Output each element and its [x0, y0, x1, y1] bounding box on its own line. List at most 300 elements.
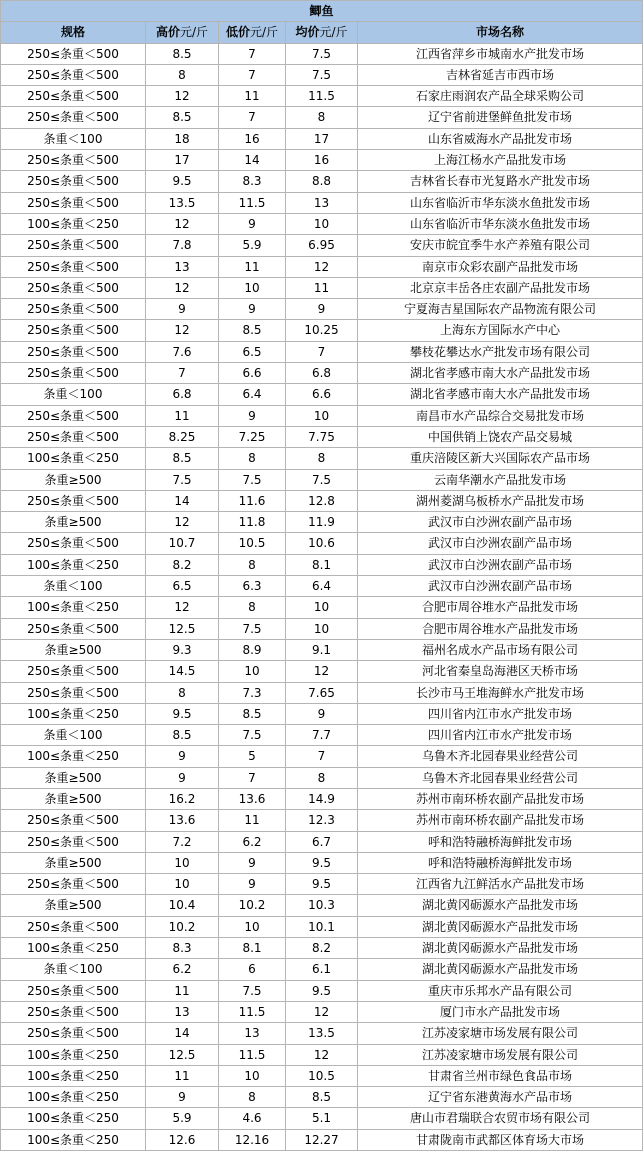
avg-price-cell: 7	[286, 341, 358, 362]
spec-cell: 250≤条重＜500	[1, 277, 146, 298]
spec-cell: 条重≥500	[1, 788, 146, 809]
high-price-cell: 17	[146, 150, 219, 171]
table-row	[1, 299, 643, 320]
header-market: 市场名称	[358, 22, 643, 43]
high-price-cell: 14	[146, 490, 219, 511]
table-row	[1, 320, 643, 341]
spec-cell: 250≤条重＜500	[1, 43, 146, 64]
market-name-cell: 吉林省延吉市西市场	[358, 64, 643, 85]
high-price-cell: 13	[146, 1001, 219, 1022]
avg-price-cell: 12	[286, 256, 358, 277]
avg-price-cell: 8	[286, 448, 358, 469]
table-row	[1, 490, 643, 511]
avg-price-cell: 9	[286, 299, 358, 320]
low-price-cell: 8.5	[219, 320, 286, 341]
market-name-cell: 合肥市周谷堆水产品批发市场	[358, 597, 643, 618]
high-price-cell: 8.5	[146, 725, 219, 746]
market-name-cell: 合肥市周谷堆水产品批发市场	[358, 618, 643, 639]
spec-cell: 100≤条重＜250	[1, 1129, 146, 1150]
avg-price-cell: 6.7	[286, 831, 358, 852]
low-price-cell: 12.16	[219, 1129, 286, 1150]
high-price-cell: 12.5	[146, 1044, 219, 1065]
market-name-cell: 江西省萍乡市城南水产批发市场	[358, 43, 643, 64]
spec-cell: 250≤条重＜500	[1, 916, 146, 937]
market-name-cell: 武汉市白沙洲农副产品市场	[358, 576, 643, 597]
high-price-cell: 7.8	[146, 235, 219, 256]
high-price-cell: 18	[146, 128, 219, 149]
high-price-cell: 9.3	[146, 639, 219, 660]
table-row	[1, 597, 643, 618]
high-price-cell: 14	[146, 1023, 219, 1044]
spec-cell: 250≤条重＜500	[1, 831, 146, 852]
market-name-cell: 北京京丰岳各庄农副产品批发市场	[358, 277, 643, 298]
table-row	[1, 43, 643, 64]
low-price-cell: 7	[219, 107, 286, 128]
spec-cell: 250≤条重＜500	[1, 874, 146, 895]
spec-cell: 250≤条重＜500	[1, 426, 146, 447]
low-price-cell: 6.2	[219, 831, 286, 852]
table-row	[1, 746, 643, 767]
spec-cell: 条重≥500	[1, 512, 146, 533]
spec-cell: 250≤条重＜500	[1, 320, 146, 341]
high-price-cell: 8	[146, 64, 219, 85]
avg-price-cell: 10.5	[286, 1065, 358, 1086]
market-name-cell: 湖北黄冈砺源水产品批发市场	[358, 916, 643, 937]
high-price-cell: 8	[146, 682, 219, 703]
high-price-cell: 11	[146, 1065, 219, 1086]
market-name-cell: 石家庄雨润农产品全球采购公司	[358, 86, 643, 107]
table-row	[1, 980, 643, 1001]
avg-price-cell: 7.7	[286, 725, 358, 746]
market-name-cell: 攀枝花攀达水产批发市场有限公司	[358, 341, 643, 362]
spec-cell: 250≤条重＜500	[1, 980, 146, 1001]
low-price-cell: 9	[219, 299, 286, 320]
market-name-cell: 湖北省孝感市南大水产品批发市场	[358, 384, 643, 405]
avg-price-cell: 12.8	[286, 490, 358, 511]
high-price-cell: 10.7	[146, 533, 219, 554]
table-row	[1, 512, 643, 533]
low-price-cell: 10	[219, 1065, 286, 1086]
spec-cell: 250≤条重＜500	[1, 107, 146, 128]
header-avg: 均价元/斤	[286, 22, 358, 43]
table-row	[1, 1129, 643, 1150]
market-name-cell: 江苏凌家塘市场发展有限公司	[358, 1044, 643, 1065]
avg-price-cell: 14.9	[286, 788, 358, 809]
high-price-cell: 12	[146, 277, 219, 298]
avg-price-cell: 9.5	[286, 874, 358, 895]
avg-price-cell: 5.1	[286, 1108, 358, 1129]
high-price-cell: 9	[146, 1087, 219, 1108]
avg-price-cell: 12	[286, 1001, 358, 1022]
avg-price-cell: 8.2	[286, 938, 358, 959]
market-name-cell: 重庆市乐邦水产品有限公司	[358, 980, 643, 1001]
spec-cell: 条重≥500	[1, 639, 146, 660]
table-row	[1, 639, 643, 660]
market-name-cell: 湖北省孝感市南大水产品批发市场	[358, 363, 643, 384]
market-name-cell: 武汉市白沙洲农副产品市场	[358, 533, 643, 554]
table-row	[1, 469, 643, 490]
market-name-cell: 苏州市南环桥农副产品批发市场	[358, 810, 643, 831]
avg-price-cell: 8	[286, 107, 358, 128]
spec-cell: 250≤条重＜500	[1, 661, 146, 682]
market-name-cell: 乌鲁木齐北园春果业经营公司	[358, 767, 643, 788]
low-price-cell: 10.5	[219, 533, 286, 554]
high-price-cell: 10.4	[146, 895, 219, 916]
market-name-cell: 呼和浩特融桥海鲜批发市场	[358, 831, 643, 852]
low-price-cell: 8	[219, 448, 286, 469]
low-price-cell: 7	[219, 767, 286, 788]
spec-cell: 条重＜100	[1, 959, 146, 980]
low-price-cell: 11	[219, 810, 286, 831]
low-price-cell: 8	[219, 1087, 286, 1108]
low-price-cell: 9	[219, 213, 286, 234]
table-row	[1, 1108, 643, 1129]
high-price-cell: 13	[146, 256, 219, 277]
low-price-cell: 7.5	[219, 618, 286, 639]
market-name-cell: 江西省九江鲜活水产品批发市场	[358, 874, 643, 895]
table-row	[1, 1001, 643, 1022]
table-row	[1, 1044, 643, 1065]
avg-price-cell: 9.5	[286, 852, 358, 873]
table-row	[1, 107, 643, 128]
market-name-cell: 厦门市水产品批发市场	[358, 1001, 643, 1022]
table-row	[1, 171, 643, 192]
table-row	[1, 235, 643, 256]
spec-cell: 100≤条重＜250	[1, 1044, 146, 1065]
high-price-cell: 8.5	[146, 43, 219, 64]
low-price-cell: 10	[219, 277, 286, 298]
high-price-cell: 7	[146, 363, 219, 384]
market-name-cell: 湖北黄冈砺源水产品批发市场	[358, 938, 643, 959]
high-price-cell: 12.6	[146, 1129, 219, 1150]
table-row	[1, 150, 643, 171]
spec-cell: 250≤条重＜500	[1, 363, 146, 384]
spec-cell: 250≤条重＜500	[1, 1023, 146, 1044]
table-row	[1, 938, 643, 959]
spec-cell: 条重＜100	[1, 128, 146, 149]
spec-cell: 250≤条重＜500	[1, 341, 146, 362]
low-price-cell: 7.3	[219, 682, 286, 703]
avg-price-cell: 8.1	[286, 554, 358, 575]
low-price-cell: 9	[219, 405, 286, 426]
avg-price-cell: 10	[286, 405, 358, 426]
low-price-cell: 10	[219, 916, 286, 937]
market-name-cell: 四川省内江市水产批发市场	[358, 703, 643, 724]
high-price-cell: 9.5	[146, 171, 219, 192]
low-price-cell: 11.5	[219, 1044, 286, 1065]
market-name-cell: 苏州市南环桥农副产品批发市场	[358, 788, 643, 809]
high-price-cell: 11	[146, 980, 219, 1001]
low-price-cell: 9	[219, 852, 286, 873]
market-name-cell: 乌鲁木齐北园春果业经营公司	[358, 746, 643, 767]
high-price-cell: 9	[146, 746, 219, 767]
table-row	[1, 874, 643, 895]
low-price-cell: 7.5	[219, 725, 286, 746]
low-price-cell: 8.9	[219, 639, 286, 660]
spec-cell: 条重＜100	[1, 576, 146, 597]
low-price-cell: 8	[219, 597, 286, 618]
table-row	[1, 916, 643, 937]
avg-price-cell: 13.5	[286, 1023, 358, 1044]
high-price-cell: 12.5	[146, 618, 219, 639]
low-price-cell: 6.5	[219, 341, 286, 362]
market-name-cell: 湖州菱湖乌板桥水产品批发市场	[358, 490, 643, 511]
spec-cell: 100≤条重＜250	[1, 213, 146, 234]
low-price-cell: 6	[219, 959, 286, 980]
avg-price-cell: 10.1	[286, 916, 358, 937]
low-price-cell: 6.6	[219, 363, 286, 384]
avg-price-cell: 10.3	[286, 895, 358, 916]
low-price-cell: 6.3	[219, 576, 286, 597]
high-price-cell: 12	[146, 512, 219, 533]
avg-price-cell: 11.5	[286, 86, 358, 107]
low-price-cell: 13	[219, 1023, 286, 1044]
spec-cell: 100≤条重＜250	[1, 1108, 146, 1129]
spec-cell: 100≤条重＜250	[1, 448, 146, 469]
market-name-cell: 武汉市白沙洲农副产品市场	[358, 512, 643, 533]
avg-price-cell: 7.75	[286, 426, 358, 447]
market-name-cell: 中国供销上饶农产品交易城	[358, 426, 643, 447]
market-name-cell: 唐山市君瑞联合农贸市场有限公司	[358, 1108, 643, 1129]
avg-price-cell: 12.27	[286, 1129, 358, 1150]
high-price-cell: 14.5	[146, 661, 219, 682]
spec-cell: 250≤条重＜500	[1, 192, 146, 213]
high-price-cell: 8.25	[146, 426, 219, 447]
avg-price-cell: 11	[286, 277, 358, 298]
market-name-cell: 宁夏海吉星国际农产品物流有限公司	[358, 299, 643, 320]
table-row	[1, 533, 643, 554]
market-name-cell: 甘肃陇南市武都区体育场大市场	[358, 1129, 643, 1150]
spec-cell: 250≤条重＜500	[1, 256, 146, 277]
table-row	[1, 448, 643, 469]
market-name-cell: 甘肃省兰州市绿色食品市场	[358, 1065, 643, 1086]
spec-cell: 100≤条重＜250	[1, 938, 146, 959]
high-price-cell: 8.2	[146, 554, 219, 575]
spec-cell: 250≤条重＜500	[1, 171, 146, 192]
avg-price-cell: 16	[286, 150, 358, 171]
low-price-cell: 11	[219, 86, 286, 107]
spec-cell: 250≤条重＜500	[1, 299, 146, 320]
spec-cell: 250≤条重＜500	[1, 64, 146, 85]
low-price-cell: 11.5	[219, 1001, 286, 1022]
spec-cell: 250≤条重＜500	[1, 86, 146, 107]
table-row	[1, 86, 643, 107]
high-price-cell: 6.2	[146, 959, 219, 980]
low-price-cell: 10	[219, 661, 286, 682]
table-row	[1, 192, 643, 213]
high-price-cell: 6.5	[146, 576, 219, 597]
avg-price-cell: 10	[286, 618, 358, 639]
high-price-cell: 13.6	[146, 810, 219, 831]
header-high: 高价元/斤	[146, 22, 219, 43]
avg-price-cell: 6.1	[286, 959, 358, 980]
header-low: 低价元/斤	[219, 22, 286, 43]
market-name-cell: 福州名成水产品市场有限公司	[358, 639, 643, 660]
table-row	[1, 703, 643, 724]
table-row	[1, 852, 643, 873]
table-row	[1, 576, 643, 597]
table-title-row	[1, 1, 643, 22]
avg-price-cell: 10	[286, 597, 358, 618]
header-high-unit: 元/斤	[179, 25, 209, 40]
spec-cell: 100≤条重＜250	[1, 1087, 146, 1108]
avg-price-cell: 7.5	[286, 64, 358, 85]
spec-cell: 250≤条重＜500	[1, 618, 146, 639]
table-row	[1, 895, 643, 916]
spec-cell: 100≤条重＜250	[1, 1065, 146, 1086]
avg-price-cell: 6.6	[286, 384, 358, 405]
market-name-cell: 南京市众彩农副产品批发市场	[358, 256, 643, 277]
low-price-cell: 9	[219, 874, 286, 895]
market-name-cell: 南昌市水产品综合交易批发市场	[358, 405, 643, 426]
market-name-cell: 云南华潮水产品批发市场	[358, 469, 643, 490]
avg-price-cell: 6.4	[286, 576, 358, 597]
market-name-cell: 湖北黄冈砺源水产品批发市场	[358, 959, 643, 980]
market-name-cell: 重庆涪陵区新大兴国际农产品市场	[358, 448, 643, 469]
table-row	[1, 277, 643, 298]
avg-price-cell: 7.5	[286, 43, 358, 64]
table-row	[1, 959, 643, 980]
spec-cell: 250≤条重＜500	[1, 405, 146, 426]
low-price-cell: 7.5	[219, 980, 286, 1001]
high-price-cell: 6.8	[146, 384, 219, 405]
market-name-cell: 辽宁省前进堡鲜鱼批发市场	[358, 107, 643, 128]
market-name-cell: 河北省秦皇岛海港区天桥市场	[358, 661, 643, 682]
table-row	[1, 682, 643, 703]
market-name-cell: 上海江杨水产品批发市场	[358, 150, 643, 171]
market-name-cell: 山东省临沂市华东淡水鱼批发市场	[358, 192, 643, 213]
high-price-cell: 7.6	[146, 341, 219, 362]
avg-price-cell: 8.8	[286, 171, 358, 192]
low-price-cell: 11.5	[219, 192, 286, 213]
table-row	[1, 725, 643, 746]
table-row	[1, 1023, 643, 1044]
avg-price-cell: 7.65	[286, 682, 358, 703]
low-price-cell: 7.25	[219, 426, 286, 447]
avg-price-cell: 8	[286, 767, 358, 788]
market-name-cell: 上海东方国际水产中心	[358, 320, 643, 341]
low-price-cell: 7	[219, 64, 286, 85]
low-price-cell: 10.2	[219, 895, 286, 916]
market-name-cell: 山东省威海水产品批发市场	[358, 128, 643, 149]
header-low-unit: 元/斤	[249, 25, 279, 40]
table-row	[1, 128, 643, 149]
low-price-cell: 8	[219, 554, 286, 575]
table-row	[1, 405, 643, 426]
high-price-cell: 7.5	[146, 469, 219, 490]
low-price-cell: 8.5	[219, 703, 286, 724]
low-price-cell: 7	[219, 43, 286, 64]
table-row	[1, 788, 643, 809]
table-row	[1, 363, 643, 384]
low-price-cell: 11	[219, 256, 286, 277]
table-row	[1, 213, 643, 234]
spec-cell: 条重≥500	[1, 895, 146, 916]
high-price-cell: 10	[146, 852, 219, 873]
market-name-cell: 长沙市马王堆海鲜水产批发市场	[358, 682, 643, 703]
spec-cell: 250≤条重＜500	[1, 682, 146, 703]
table-row	[1, 554, 643, 575]
high-price-cell: 12	[146, 320, 219, 341]
low-price-cell: 11.6	[219, 490, 286, 511]
spec-cell: 条重≥500	[1, 767, 146, 788]
spec-cell: 条重≥500	[1, 469, 146, 490]
low-price-cell: 5.9	[219, 235, 286, 256]
avg-price-cell: 10.6	[286, 533, 358, 554]
table-row	[1, 341, 643, 362]
avg-price-cell: 9.1	[286, 639, 358, 660]
avg-price-cell: 11.9	[286, 512, 358, 533]
avg-price-cell: 12	[286, 1044, 358, 1065]
table-row	[1, 661, 643, 682]
low-price-cell: 13.6	[219, 788, 286, 809]
spec-cell: 250≤条重＜500	[1, 235, 146, 256]
spec-cell: 100≤条重＜250	[1, 703, 146, 724]
market-name-cell: 呼和浩特融桥海鲜批发市场	[358, 852, 643, 873]
spec-cell: 100≤条重＜250	[1, 597, 146, 618]
table-row	[1, 767, 643, 788]
market-name-cell: 辽宁省东港黄海水产品市场	[358, 1087, 643, 1108]
table-row	[1, 1065, 643, 1086]
table-row	[1, 64, 643, 85]
avg-price-cell: 9.5	[286, 980, 358, 1001]
low-price-cell: 14	[219, 150, 286, 171]
table-title: 鲫鱼	[1, 1, 643, 22]
header-avg-unit: 元/斤	[319, 25, 348, 40]
avg-price-cell: 17	[286, 128, 358, 149]
low-price-cell: 7.5	[219, 469, 286, 490]
low-price-cell: 16	[219, 128, 286, 149]
spec-cell: 250≤条重＜500	[1, 150, 146, 171]
high-price-cell: 12	[146, 213, 219, 234]
high-price-cell: 9	[146, 767, 219, 788]
spec-cell: 250≤条重＜500	[1, 490, 146, 511]
avg-price-cell: 12.3	[286, 810, 358, 831]
high-price-cell: 8.5	[146, 448, 219, 469]
high-price-cell: 9	[146, 299, 219, 320]
avg-price-cell: 10	[286, 213, 358, 234]
high-price-cell: 5.9	[146, 1108, 219, 1129]
avg-price-cell: 6.95	[286, 235, 358, 256]
high-price-cell: 16.2	[146, 788, 219, 809]
table-header-row	[1, 22, 643, 43]
avg-price-cell: 10.25	[286, 320, 358, 341]
low-price-cell: 8.1	[219, 938, 286, 959]
low-price-cell: 11.8	[219, 512, 286, 533]
market-name-cell: 吉林省长春市光复路水产批发市场	[358, 171, 643, 192]
spec-cell: 100≤条重＜250	[1, 554, 146, 575]
high-price-cell: 8.5	[146, 107, 219, 128]
market-name-cell: 山东省临沂市华东淡水鱼批发市场	[358, 213, 643, 234]
low-price-cell: 8.3	[219, 171, 286, 192]
low-price-cell: 6.4	[219, 384, 286, 405]
table-row	[1, 256, 643, 277]
high-price-cell: 12	[146, 86, 219, 107]
high-price-cell: 13.5	[146, 192, 219, 213]
avg-price-cell: 7	[286, 746, 358, 767]
high-price-cell: 12	[146, 597, 219, 618]
market-name-cell: 四川省内江市水产批发市场	[358, 725, 643, 746]
table-row	[1, 831, 643, 852]
spec-cell: 条重＜100	[1, 384, 146, 405]
high-price-cell: 10.2	[146, 916, 219, 937]
avg-price-cell: 9	[286, 703, 358, 724]
table-row	[1, 426, 643, 447]
spec-cell: 250≤条重＜500	[1, 533, 146, 554]
table-row	[1, 810, 643, 831]
spec-cell: 250≤条重＜500	[1, 810, 146, 831]
avg-price-cell: 7.5	[286, 469, 358, 490]
